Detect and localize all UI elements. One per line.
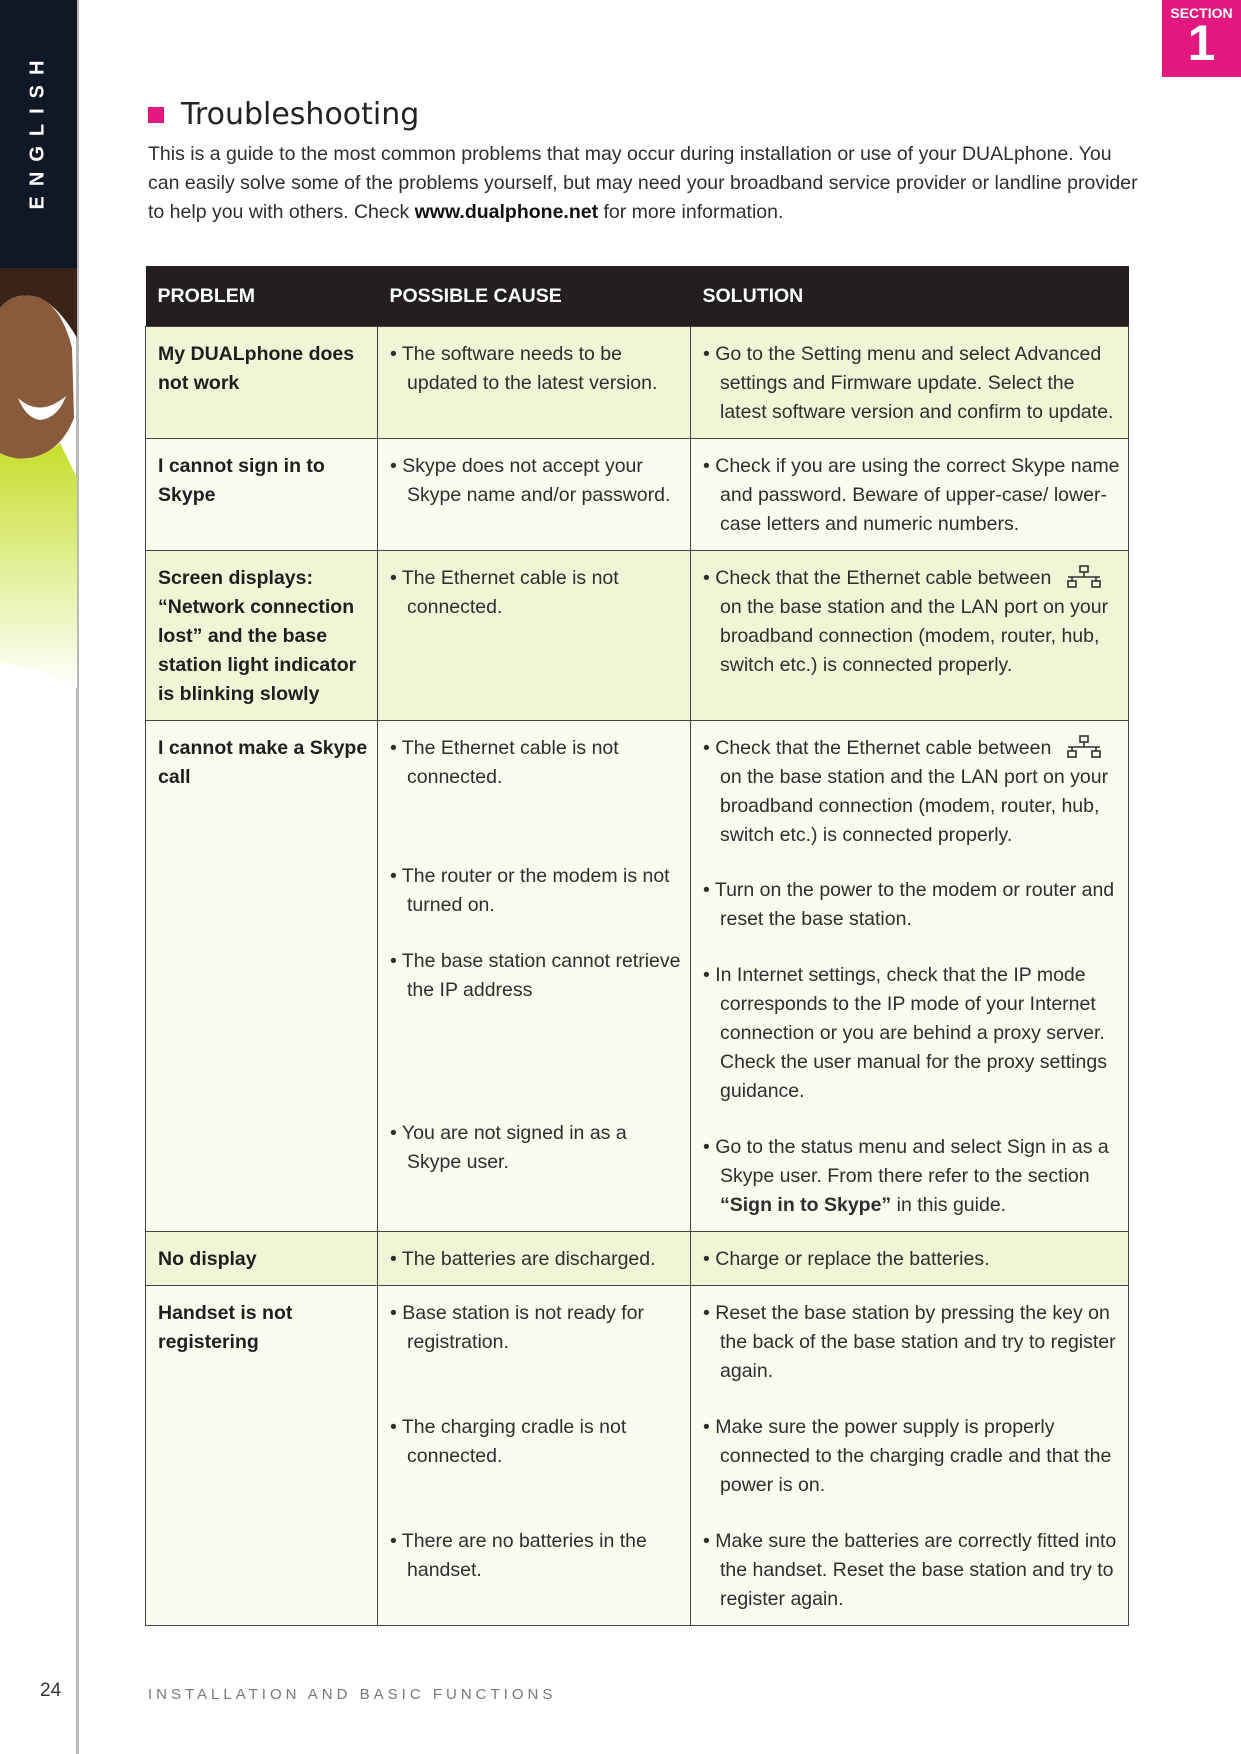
language-label: ENGLISH xyxy=(26,50,49,210)
table-row xyxy=(146,1286,1129,1626)
cause-item: • Base station is not ready for registration. xyxy=(390,1302,644,1353)
cause-item: • You are not signed in as a Skype user. xyxy=(390,1122,627,1173)
cause-item: • There are no batteries in the handset. xyxy=(390,1530,647,1581)
cause-item: • Skype does not accept your Skype name and/or password. xyxy=(390,455,671,506)
chapter-title: INSTALLATION AND BASIC FUNCTIONS xyxy=(148,1686,557,1703)
solution-item xyxy=(703,734,1120,850)
solution-cell xyxy=(691,1232,1129,1286)
cause-item: • The base station cannot retrieve the IP address xyxy=(390,950,681,1001)
problem-cell: Handset is not registering xyxy=(146,1286,378,1626)
intro-text-end: for more information. xyxy=(598,201,784,223)
intro-text: This is a guide to the most common problems that may occur during installation or use of your DUALphone. You can easily solve some of the problems yourself, but may need your broadband service provider or landline provider to help you with others. Check xyxy=(148,143,1138,223)
cause-cell xyxy=(378,1232,691,1286)
solution-text: on the base station and the LAN port on your broadband connection (modem, router, hub, switch etc.) is connected properly. xyxy=(720,596,1109,676)
solution-item: • Turn on the power to the modem or router and reset the base station. xyxy=(703,879,1115,930)
solution-text: in this guide. xyxy=(891,1194,1007,1216)
table-header-row xyxy=(146,266,1129,327)
solution-text: • Go to the status menu and select Sign in as a Skype user. From there refer to the section xyxy=(703,1136,1109,1187)
cause-item: • The router or the modem is not turned on. xyxy=(390,865,670,916)
table-row xyxy=(146,551,1129,721)
title-bullet-square xyxy=(148,107,164,123)
cause-cell xyxy=(378,551,691,721)
solution-text: on the base station and the LAN port on your broadband connection (modem, router, hub, switch etc.) is connected properly. xyxy=(720,766,1109,846)
solution-cell xyxy=(691,721,1129,1232)
troubleshooting-table xyxy=(145,266,1129,1626)
problem-cell: I cannot make a Skype call xyxy=(146,721,378,1232)
cause-cell xyxy=(378,721,691,1232)
cause-item: • The software needs to be updated to the latest version. xyxy=(390,343,658,394)
title-row xyxy=(148,97,419,132)
sign-in-section-ref: “Sign in to Skype” xyxy=(720,1194,892,1216)
solution-item: • In Internet settings, check that the IP mode corresponds to the IP mode of your Internet connection or you are behind a proxy server. Check the user manual for the proxy settings guidance. xyxy=(703,964,1107,1102)
lan-port-icon xyxy=(1065,565,1103,589)
language-tab xyxy=(0,0,77,268)
table-row xyxy=(146,439,1129,551)
solution-cell xyxy=(691,551,1129,721)
table-row xyxy=(146,1232,1129,1286)
intro-paragraph xyxy=(148,140,1148,227)
website-link[interactable]: www.dualphone.net xyxy=(414,201,599,223)
solution-item xyxy=(703,1133,1120,1220)
page-number: 24 xyxy=(40,1680,62,1701)
section-tab xyxy=(1162,0,1241,77)
solution-item: • Reset the base station by pressing the key on the back of the base station and try to register again. xyxy=(703,1302,1116,1382)
solution-item xyxy=(703,564,1120,680)
solution-text: • Check that the Ethernet cable between xyxy=(703,737,1052,759)
woman-photo xyxy=(0,268,77,738)
problem-cell: No display xyxy=(146,1232,378,1286)
solution-item: • Charge or replace the batteries. xyxy=(703,1248,990,1270)
solution-item: • Make sure the batteries are correctly fitted into the handset. Reset the base station and try to register again. xyxy=(703,1530,1117,1610)
solution-cell xyxy=(691,439,1129,551)
column-header-solution: SOLUTION xyxy=(691,266,1129,327)
table-row xyxy=(146,327,1129,439)
problem-cell: I cannot sign in to Skype xyxy=(146,439,378,551)
section-number: 1 xyxy=(1187,15,1216,71)
cause-cell xyxy=(378,439,691,551)
solution-item: • Go to the Setting menu and select Advanced settings and Firmware update. Select the latest software version and confirm to update. xyxy=(703,343,1114,423)
cause-item: • The Ethernet cable is not connected. xyxy=(390,567,619,618)
table-row xyxy=(146,721,1129,1232)
column-header-cause: POSSIBLE CAUSE xyxy=(378,266,691,327)
column-header-problem: PROBLEM xyxy=(146,266,378,327)
solution-cell xyxy=(691,327,1129,439)
solution-cell xyxy=(691,1286,1129,1626)
problem-cell: Screen displays: “Network connection lost” and the base station light indicator is blinking slowly xyxy=(146,551,378,721)
cause-item: • The Ethernet cable is not connected. xyxy=(390,737,619,788)
lan-port-icon xyxy=(1065,735,1103,759)
page-title: Troubleshooting xyxy=(181,97,420,132)
cause-item: • The charging cradle is not connected. xyxy=(390,1416,627,1467)
cause-cell xyxy=(378,327,691,439)
cause-item: • The batteries are discharged. xyxy=(390,1248,656,1270)
solution-item: • Check if you are using the correct Skype name and password. Beware of upper-case/ lower-case letters and numeric numbers. xyxy=(703,455,1120,535)
section-label: SECTION xyxy=(1170,5,1233,21)
problem-cell: My DUALphone does not work xyxy=(146,327,378,439)
cause-cell xyxy=(378,1286,691,1626)
solution-text: • Check that the Ethernet cable between xyxy=(703,567,1052,589)
solution-item: • Make sure the power supply is properly connected to the charging cradle and that the power is on. xyxy=(703,1416,1112,1496)
